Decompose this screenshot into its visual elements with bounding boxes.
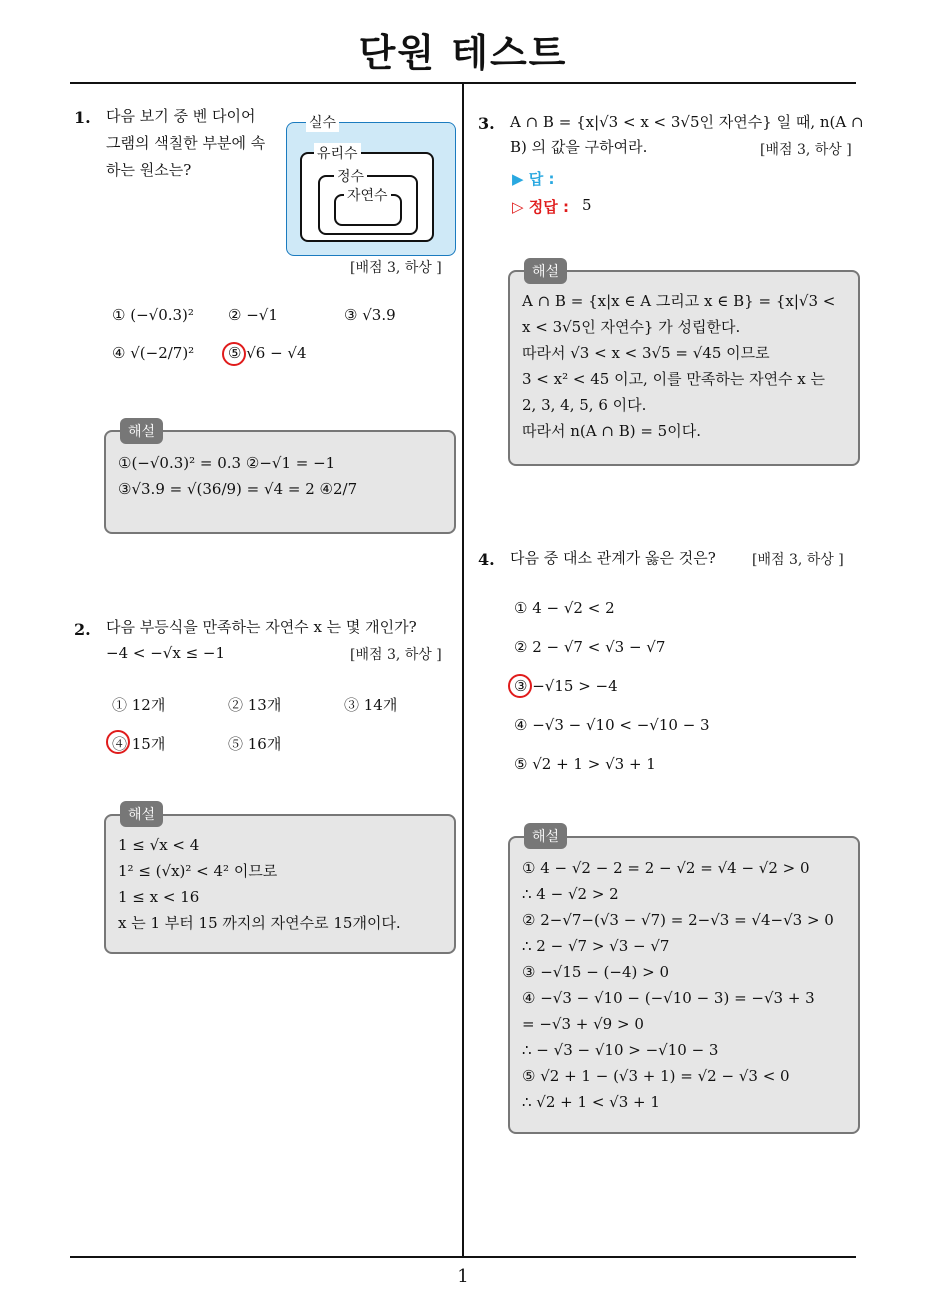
- explanation-line: ④ −√3 − √10 − (−√10 − 3) = −√3 + 3: [522, 989, 815, 1007]
- page-title: 단원 테스트: [358, 31, 568, 75]
- option-5[interactable]: ⑤ 16개: [228, 735, 282, 753]
- question-text: B) 의 값을 구하여라.: [510, 138, 648, 156]
- explanation-line: ①(−√0.3)² = 0.3 ②−√1 = −1: [118, 454, 336, 472]
- question-text-line: 그램의 색칠한 부분에 속: [106, 134, 266, 152]
- option-5[interactable]: ⑤ √2 + 1 > √3 + 1: [514, 755, 656, 773]
- explanation-line: 따라서 n(A ∩ B) = 5이다.: [522, 422, 701, 440]
- explanation-line: 2, 3, 4, 5, 6 이다.: [522, 396, 647, 414]
- correct-answer-value: 5: [582, 196, 592, 214]
- page-number: 1: [457, 1266, 469, 1287]
- explanation-line: 1 ≤ √x < 4: [118, 836, 200, 854]
- explanation-line: ③√3.9 = √(36/9) = √4 = 2 ④2/7: [118, 480, 358, 498]
- option-1[interactable]: ① 12개: [112, 696, 166, 714]
- answer-circle-mark: [106, 730, 130, 754]
- answer-label: ▶ 답 :: [512, 170, 555, 188]
- explanation-line: ∴ 2 − √7 > √3 − √7: [522, 937, 670, 955]
- explanation-line: A ∩ B = {x|x ∈ A 그리고 x ∈ B} = {x|√3 <: [522, 292, 836, 310]
- correct-answer-label: ▷ 정답 :: [512, 198, 569, 216]
- option-2[interactable]: ② −√1: [228, 306, 278, 324]
- explanation-text: [522, 288, 835, 444]
- venn-label-real: 실수: [306, 112, 339, 132]
- option-4[interactable]: ④ √(−2/7)²: [112, 344, 195, 362]
- explanation-line: 3 < x² < 45 이고, 이를 만족하는 자연수 x 는: [522, 370, 826, 388]
- option-4[interactable]: ④ −√3 − √10 < −√10 − 3: [514, 716, 710, 734]
- score-label: [배점 3, 하상 ]: [752, 552, 844, 568]
- question-text-line: 다음 보기 중 벤 다이어: [106, 107, 256, 125]
- explanation-line: ③ −√15 − (−4) > 0: [522, 963, 669, 981]
- venn-label-natural: 자연수: [344, 185, 391, 205]
- explanation-line: ① 4 − √2 − 2 = 2 − √2 = √4 − √2 > 0: [522, 859, 810, 877]
- question-text-line: 하는 원소는?: [106, 161, 192, 179]
- answer-circle-mark: [222, 342, 246, 366]
- explanation-text: [522, 855, 834, 1115]
- option-4[interactable]: ④ 15개: [112, 735, 166, 753]
- explanation-line: ∴ √2 + 1 < √3 + 1: [522, 1093, 660, 1111]
- explanation-line: 1² ≤ (√x)² < 4² 이므로: [118, 862, 278, 880]
- explanation-tag: 해설: [524, 823, 567, 849]
- explanation-tag: 해설: [120, 418, 163, 444]
- option-1[interactable]: ① (−√0.3)²: [112, 306, 194, 324]
- explanation-line: 따라서 √3 < x < 3√5 = √45 이므로: [522, 344, 770, 362]
- score-label: [배점 3, 하상 ]: [350, 260, 442, 276]
- question-number: 1.: [74, 108, 91, 127]
- venn-label-integer: 정수: [334, 166, 367, 186]
- question-inequality: −4 < −√x ≤ −1: [106, 644, 226, 662]
- venn-label-rational: 유리수: [314, 143, 361, 163]
- explanation-line: = −√3 + √9 > 0: [522, 1015, 644, 1033]
- explanation-line: ∴ − √3 − √10 > −√10 − 3: [522, 1041, 719, 1059]
- column-divider: [462, 82, 464, 1258]
- score-label: [배점 3, 하상 ]: [760, 142, 852, 158]
- option-2[interactable]: ② 2 − √7 < √3 − √7: [514, 638, 666, 656]
- explanation-line: ② 2−√7−(√3 − √7) = 2−√3 = √4−√3 > 0: [522, 911, 834, 929]
- score-label: [배점 3, 하상 ]: [350, 647, 442, 663]
- explanation-text: [118, 832, 401, 936]
- explanation-line: ∴ 4 − √2 > 2: [522, 885, 619, 903]
- question-number: 4.: [478, 550, 495, 569]
- option-3[interactable]: ③ −√15 > −4: [514, 677, 618, 695]
- explanation-line: ⑤ √2 + 1 − (√3 + 1) = √2 − √3 < 0: [522, 1067, 790, 1085]
- question-text: A ∩ B = {x|√3 < x < 3√5인 자연수} 일 때, n(A ∩: [510, 113, 864, 131]
- question-text: [106, 103, 265, 184]
- question-number: 2.: [74, 620, 91, 639]
- answer-circle-mark: [508, 674, 532, 698]
- explanation-line: x 는 1 부터 15 까지의 자연수로 15개이다.: [118, 914, 401, 932]
- question-number: 3.: [478, 114, 495, 133]
- question-text: 다음 중 대소 관계가 옳은 것은?: [510, 549, 716, 567]
- option-3[interactable]: ③ √3.9: [344, 306, 396, 324]
- option-1[interactable]: ① 4 − √2 < 2: [514, 599, 615, 617]
- option-5[interactable]: ⑤ √6 − √4: [228, 344, 307, 362]
- option-3[interactable]: ③ 14개: [344, 696, 398, 714]
- explanation-line: x < 3√5인 자연수} 가 성립한다.: [522, 318, 741, 336]
- option-2[interactable]: ② 13개: [228, 696, 282, 714]
- footer-divider: [70, 1256, 856, 1258]
- explanation-tag: 해설: [120, 801, 163, 827]
- question-text: 다음 부등식을 만족하는 자연수 x 는 몇 개인가?: [106, 618, 417, 636]
- explanation-text: [118, 450, 357, 502]
- explanation-tag: 해설: [524, 258, 567, 284]
- explanation-line: 1 ≤ x < 16: [118, 888, 200, 906]
